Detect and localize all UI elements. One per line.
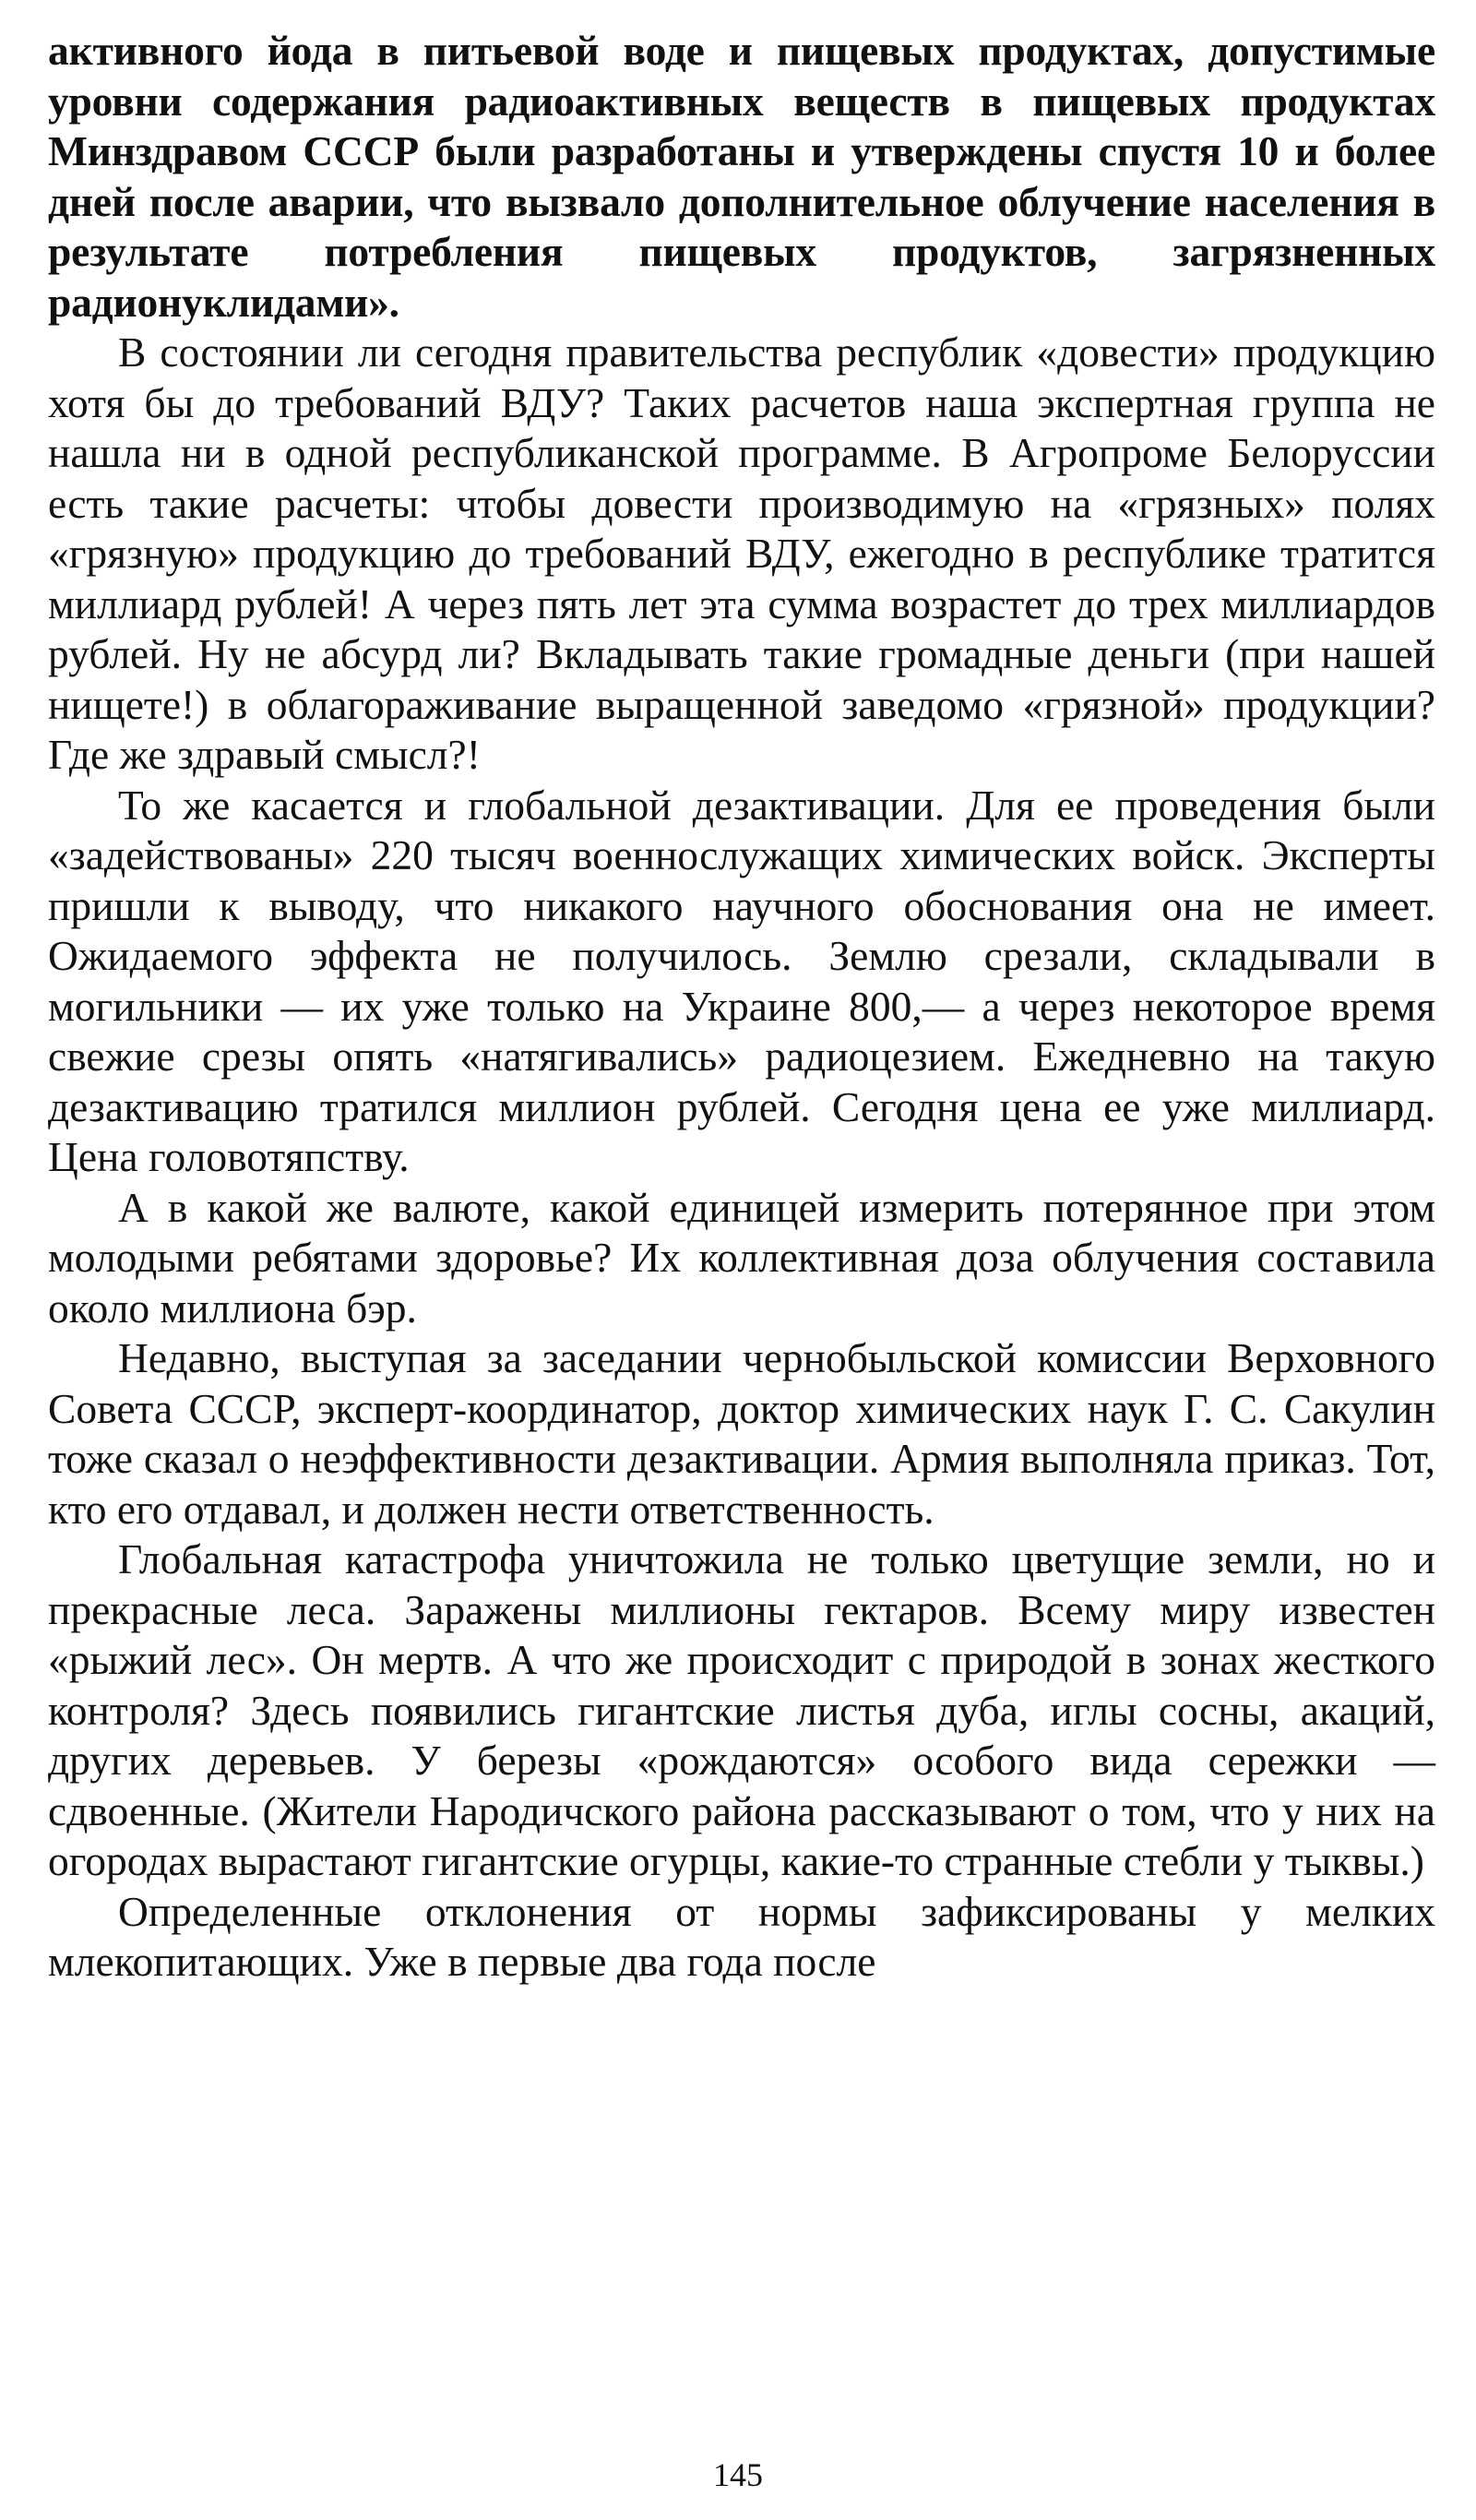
paragraph-sakulin-statement: Недавно, выступая за заседании чернобыльской комиссии Верховного Совета СССР, эксперт-координатор, доктор химических наук Г. С. Сакулин тоже сказал о неэффективности дезактивации. Армия выполняла приказ. Тот, кто его отдавал, и должен нести ответственность. (48, 1334, 1435, 1533)
page-number: 145 (713, 2456, 763, 2493)
page-body (48, 26, 1435, 1988)
paragraph-vdu-requirements: В состоянии ли сегодня правительства республик «довести» продукцию хотя бы до требований ВДУ? Таких расчетов наша экспертная группа не нашла ни в одной республиканской программе. В Агропроме Белоруссии есть такие расчеты: чтобы довести производимую на «грязных» полях «грязную» продукцию до требований ВДУ, ежегодно в республике тратится миллиард рублей! А через пять лет эта сумма возрастет до трех миллиардов рублей. Ну не абсурд ли? Вкладывать такие громадные деньги (при нашей нищете!) в облагораживание выращенной заведомо «грязной» продукции? Где же здравый смысл?! (48, 328, 1435, 778)
paragraph-health-cost: А в какой же валюте, какой единицей измерить потерянное при этом молодыми ребятами здоровье? Их коллективная доза облучения составила около миллиона бэр. (48, 1183, 1435, 1332)
paragraph-mammal-deviations: Определенные отклонения от нормы зафиксированы у мелких млекопитающих. Уже в первые два года после (48, 1887, 1435, 1985)
paragraph-global-decontamination: То же касается и глобальной дезактивации. Для ее проведения были «задействованы» 220 тысяч военнослужащих химических войск. Эксперты пришли к выводу, что никакого научного обоснования она не имеет. Ожидаемого эффекта не получилось. Землю срезали, складывали в могильники — их уже только на Украине 800,— а через некоторое время свежие срезы опять «натягивались» радиоцезием. Ежедневно на такую дезактивацию тратился миллион рублей. Сегодня цена ее уже миллиард. Цена головотяпству. (48, 781, 1435, 1180)
paragraph-forest-damage: Глобальная катастрофа уничтожила не только цветущие земли, но и прекрасные леса. Заражены миллионы гектаров. Всему миру известен «рыжий лес». Он мертв. А что же происходит с природой в зонах жесткого контроля? Здесь появились гигантские листья дуба, иглы сосны, акаций, других деревьев. У березы «рождаются» особого вида сережки — сдвоенные. (Жители Народичского района рассказывают о том, что у них на огородах вырастают гигантские огурцы, какие-то странные стебли у тыквы.) (48, 1535, 1435, 1884)
paragraph-continued-quote: активного йода в питьевой воде и пищевых продуктах, допустимые уровни содержания радиоактивных веществ в пищевых продуктах Минздравом СССР были разработаны и утверждены спустя 10 и более дней после аварии, что вызвало дополнительное облучение населения в результате потребления пищевых продуктов, загрязненных радионуклидами». (48, 27, 1435, 326)
